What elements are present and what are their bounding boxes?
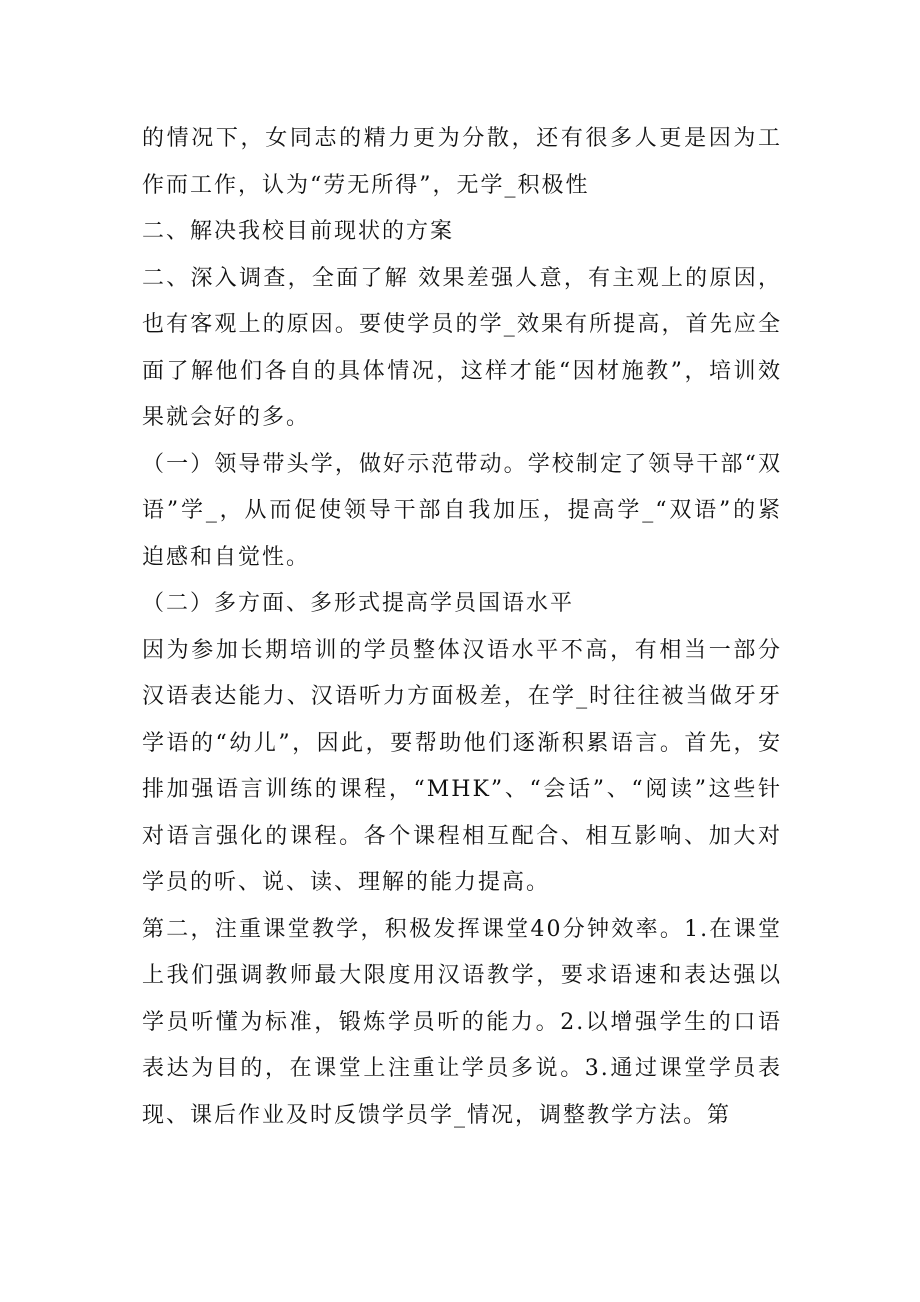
paragraph-investigation: 二、深入调查，全面了解 效果差强人意，有主观上的原因，也有客观上的原因。要使学员的学_效果有所提高，首先应全面了解他们各自的具体情况，这样才能“因材施教”，培训效果就会好的多。 [142, 265, 782, 430]
document-body [142, 116, 782, 1139]
paragraph-leadership: （一）领导带头学，做好示范带动。学校制定了领导干部“双语”学_，从而促使领导干部自我加压，提高学_“双语”的紧迫感和自觉性。 [142, 451, 782, 570]
paragraph-intro-continuation: 的情况下，女同志的精力更为分散，还有很多人更是因为工作而工作，认为“劳无所得”，无学_积极性 [142, 126, 782, 198]
subheading-multi-approach: （二）多方面、多形式提高学员国语水平 [142, 591, 575, 616]
paragraph-classroom-teaching: 第二，注重课堂教学，积极发挥课堂40分钟效率。1.在课堂上我们强调教师最大限度用汉语教学，要求语速和表达强以学员听懂为标准，锻炼学员听的能力。2.以增强学生的口语表达为目的，在课堂上注重让学员多说。3.通过课堂学员表现、课后作业及时反馈学员学_情况，调整教学方法。第 [142, 916, 782, 1128]
paragraph-language-training: 因为参加长期培训的学员整体汉语水平不高，有相当一部分汉语表达能力、汉语听力方面极差，在学_时往往被当做牙牙学语的“幼儿”，因此，要帮助他们逐渐积累语言。首先，安排加强语言训练的课程，“MHK”、“会话”、“阅读”这些针对语言强化的课程。各个课程相互配合、相互影响、加大对学员的听、说、读、理解的能力提高。 [142, 637, 782, 895]
section-heading-solutions: 二、解决我校目前现状的方案 [142, 219, 455, 244]
